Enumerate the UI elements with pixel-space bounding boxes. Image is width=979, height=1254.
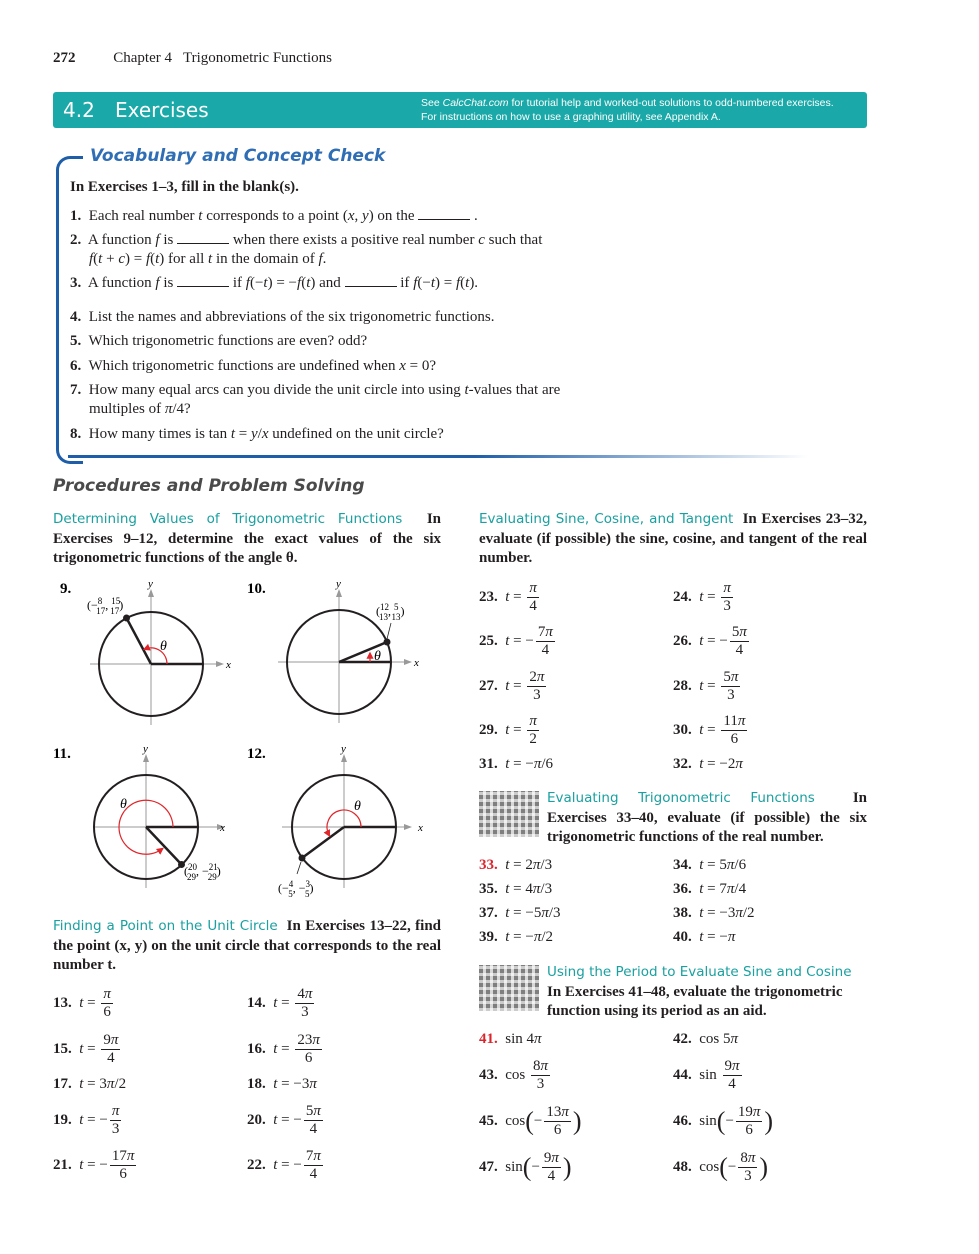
- exercise-expression: sin: [505, 1158, 523, 1175]
- exercise-number: 27.: [479, 677, 498, 694]
- exercise-expression: t =: [273, 1040, 294, 1057]
- exercise-item: [247, 1076, 317, 1093]
- svg-text:(−45, −35): (−$^4$ 5, −$^3$ 5): [278, 879, 314, 899]
- exercise-item: [479, 669, 548, 704]
- exercise-number: 18.: [247, 1076, 266, 1092]
- fraction: $\frac{4\pi}{3}$: [297, 986, 313, 1020]
- exercise-item: [673, 905, 755, 922]
- exercise-item: [673, 1058, 744, 1093]
- fraction: $\frac{11\pi}{6}$: [723, 713, 746, 747]
- exercise-number: 35.: [479, 881, 498, 897]
- exercise-expression: t =: [505, 721, 526, 738]
- exercise-expression: t = −: [699, 632, 728, 649]
- exercise-number: 33.: [479, 857, 498, 873]
- figure-10: [247, 578, 419, 723]
- vocab-bottom-rule: [68, 455, 808, 458]
- exercise-expression: t = −5π/3: [505, 905, 561, 921]
- section-header-bar: [53, 92, 867, 128]
- vocab-title: Vocabulary and Concept Check: [90, 146, 386, 166]
- vocab-item-1: 1. Each real number t corresponds to a point (x, y) on the .: [70, 208, 478, 224]
- exercise-expression: cos 5π: [699, 1031, 739, 1047]
- exercise-item: [247, 1032, 324, 1067]
- fraction: $\frac{7\pi}{4}$: [305, 1148, 321, 1182]
- exercise-item: [673, 857, 746, 874]
- calcchat-link[interactable]: CalcChat.com: [442, 97, 509, 109]
- fraction: $\frac{\pi}{3}$: [723, 580, 731, 614]
- exercise-number: 47.: [479, 1158, 498, 1175]
- vocab-item-2: 2. A function f is when there exists a positive real number c such that f(t + c) = f(t) for all t in the domain of f.: [70, 232, 543, 267]
- exercise-item: [53, 1148, 138, 1183]
- exercise-expression: t = 2π/3: [505, 857, 553, 873]
- vocab-item-6: 6. Which trigonometric functions are undefined when x = 0?: [70, 358, 437, 374]
- exercise-number: 38.: [673, 905, 692, 921]
- exercise-number: 28.: [673, 677, 692, 694]
- fraction: $\frac{5\pi}{4}$: [731, 624, 747, 658]
- exercise-item: [53, 986, 115, 1021]
- exercise-expression: cos: [699, 1158, 720, 1175]
- exercise-number: 43.: [479, 1066, 498, 1083]
- exercise-expression: t = −: [505, 632, 534, 649]
- note-text: See: [421, 97, 443, 109]
- svg-text:y: y: [341, 743, 346, 755]
- exercise-number: 37.: [479, 905, 498, 921]
- exercise-expression: t = −π/2: [505, 929, 554, 945]
- theta-label: θ: [160, 639, 167, 654]
- exercise-number: 36.: [673, 881, 692, 897]
- figure-number: 10.: [247, 581, 266, 597]
- exercise-item: [479, 580, 541, 615]
- fraction: $\frac{9\pi}{4}$: [543, 1150, 559, 1184]
- exercise-number: 31.: [479, 756, 498, 772]
- vocab-item-8: 8. How many times is tan t = y/x undefined on the unit circle?: [70, 426, 444, 442]
- exercise-item: [247, 986, 316, 1021]
- y-axis-label: y: [148, 578, 153, 590]
- vocab-item-5: 5. Which trigonometric functions are even? odd?: [70, 333, 368, 349]
- exercise-expression: t =: [79, 994, 100, 1011]
- svg-text:12.: 12.: [247, 746, 266, 762]
- svg-text:y: y: [143, 743, 148, 755]
- exercise-number: 29.: [479, 721, 498, 738]
- exercise-number: 41.: [479, 1031, 498, 1047]
- svg-text:x: x: [414, 657, 419, 669]
- exercise-expression: t = −: [79, 1156, 108, 1173]
- x-axis-label: x: [226, 659, 231, 671]
- exercise-number: 39.: [479, 929, 498, 945]
- note-text: for tutorial help and worked-out solutions to odd-numbered exercises.: [508, 97, 834, 109]
- exercise-item: [53, 1103, 123, 1138]
- exercise-number: 32.: [673, 756, 692, 772]
- exercise-item: [247, 1103, 325, 1138]
- exercise-item: [479, 624, 557, 659]
- exercise-item: [479, 713, 541, 748]
- exercise-expression: t =: [505, 677, 526, 694]
- fraction: $\frac{17\pi}{6}$: [111, 1148, 135, 1182]
- section-note: [421, 96, 861, 124]
- figure-12: [247, 743, 423, 899]
- exercise-expression: t =: [505, 588, 526, 605]
- exercise-item: [673, 929, 735, 946]
- exercise-expression: t = 7π/4: [699, 881, 747, 897]
- exercise-item: [53, 1076, 126, 1093]
- exercise-item: 46. sin(− $\frac{19\pi}{6}$ ): [673, 1104, 774, 1138]
- exercise-item: [673, 881, 746, 898]
- group-41-48-heading: Using the Period to Evaluate Sine and Cosine In Exercises 41–48, evaluate the trigonometric function using its period as an aid.: [547, 964, 852, 1019]
- exercise-number: 48.: [673, 1158, 692, 1175]
- exercise-expression: t = 5π/6: [699, 857, 747, 873]
- exercise-expression: t = 4π/3: [505, 881, 553, 897]
- exercise-number: 45.: [479, 1112, 498, 1129]
- exercise-expression: t =: [699, 588, 720, 605]
- exercise-expression: t = −: [273, 1111, 302, 1128]
- exercise-item: 47. sin(− $\frac{9\pi}{4}$ ): [479, 1150, 572, 1184]
- exercise-item: [673, 669, 742, 704]
- exercise-expression: sin 4π: [505, 1031, 542, 1047]
- exercise-item: [479, 1058, 552, 1093]
- group-13-22-heading: Finding a Point on the Unit Circle In Exercises 13–22, find the point (x, y) on the unit circle that corresponds to the real number t.: [53, 918, 442, 973]
- fraction: $\frac{19\pi}{6}$: [737, 1104, 761, 1138]
- exercise-expression: cos: [505, 1066, 529, 1083]
- exercise-item: [673, 713, 749, 748]
- group-33-40-heading: Evaluating Trigonometric Functions In Exercises 33–40, evaluate (if possible) the six trigonometric functions of the real number.: [547, 790, 868, 845]
- svg-text:11.: 11.: [53, 746, 71, 762]
- exercise-number: 25.: [479, 632, 498, 649]
- fraction: $\frac{\pi}{2}$: [529, 713, 537, 747]
- fraction: $\frac{5\pi}{4}$: [305, 1103, 321, 1137]
- fraction: $\frac{5\pi}{3}$: [723, 669, 739, 703]
- exercise-expression: t = −3π/2: [699, 905, 755, 921]
- exercise-number: 24.: [673, 588, 692, 605]
- exercise-number: 40.: [673, 929, 692, 945]
- exercise-number: 34.: [673, 857, 692, 873]
- exercise-item: [479, 1031, 542, 1048]
- exercise-item: [53, 1032, 122, 1067]
- svg-text:(2029, −2129): ($^{20}$ 29, −$^{21}$ 29): [184, 862, 221, 882]
- svg-text:y: y: [336, 578, 341, 590]
- exercise-number: 23.: [479, 588, 498, 605]
- fraction: $\frac{8\pi}{3}$: [740, 1150, 756, 1184]
- exercise-item: [673, 756, 743, 773]
- exercise-item: [673, 580, 735, 615]
- exercise-number: 16.: [247, 1040, 266, 1057]
- exercise-number: 21.: [53, 1156, 72, 1173]
- exercise-number: 13.: [53, 994, 72, 1011]
- vocab-item-3: 3. A function f is if f(−t) = −f(t) and if f(−t) = f(t).: [70, 275, 479, 291]
- qr-code-icon[interactable]: [479, 791, 539, 837]
- fraction: $\frac{7\pi}{4}$: [537, 624, 553, 658]
- exercise-expression: t = 3π/2: [79, 1076, 127, 1092]
- exercise-item: [479, 857, 552, 874]
- figure-number: 9.: [60, 581, 72, 597]
- exercise-expression: t = −: [273, 1156, 302, 1173]
- figure-9: [60, 578, 231, 725]
- svg-text:θ: θ: [374, 649, 381, 664]
- note-text-line2: For instructions on how to use a graphing utility, see Appendix A.: [421, 111, 721, 123]
- section-title: Exercises: [115, 98, 209, 122]
- svg-text:x: x: [418, 822, 423, 834]
- exercise-expression: t = −π: [699, 929, 736, 945]
- exercise-expression: t = −π/6: [505, 756, 554, 772]
- running-head: [53, 50, 332, 67]
- fraction: $\frac{9\pi}{4}$: [103, 1032, 119, 1066]
- chapter-title: Chapter 4 Trigonometric Functions: [113, 50, 332, 66]
- exercise-number: 30.: [673, 721, 692, 738]
- fraction: $\frac{23\pi}{6}$: [297, 1032, 320, 1066]
- exercise-item: [247, 1148, 325, 1183]
- svg-text:θ: θ: [354, 799, 361, 814]
- point-marker: [123, 615, 130, 622]
- exercise-number: 44.: [673, 1066, 692, 1083]
- vocab-item-7: 7. How many equal arcs can you divide the unit circle into using t-values that are multiples of π/4?: [70, 382, 561, 417]
- procedures-title: Procedures and Problem Solving: [53, 476, 365, 496]
- point-label: (−$^8$ 17, $^{15}$ 17): [87, 596, 124, 616]
- exercise-number: 15.: [53, 1040, 72, 1057]
- exercise-expression: t =: [699, 677, 720, 694]
- terminal-side: [127, 618, 152, 664]
- vocab-instruction: In Exercises 1–3, fill in the blank(s).: [70, 179, 299, 195]
- exercise-number: 14.: [247, 994, 266, 1011]
- exercise-expression: cos: [505, 1112, 526, 1129]
- exercise-expression: t = −: [79, 1111, 108, 1128]
- fraction: $\frac{13\pi}{6}$: [546, 1104, 569, 1138]
- fraction: $\frac{8\pi}{3}$: [533, 1058, 549, 1092]
- exercise-expression: t =: [79, 1040, 100, 1057]
- exercise-item: [479, 756, 553, 773]
- fraction: $\frac{9\pi}{4}$: [724, 1058, 740, 1092]
- exercise-item: 45. cos(− $\frac{13\pi}{6}$ ): [479, 1104, 582, 1138]
- exercise-number: 19.: [53, 1111, 72, 1128]
- exercise-number: 17.: [53, 1076, 72, 1092]
- svg-text:(1213, 513): ($^{12}$ 13, $^5$ 13): [376, 602, 405, 622]
- exercise-number: 26.: [673, 632, 692, 649]
- svg-text:θ: θ: [120, 797, 127, 812]
- qr-code-icon[interactable]: [479, 965, 539, 1011]
- exercise-item: [479, 881, 552, 898]
- fraction: $\frac{\pi}{6}$: [103, 986, 111, 1020]
- exercise-number: 42.: [673, 1031, 692, 1047]
- exercise-item: [673, 624, 751, 659]
- exercise-expression: t =: [699, 721, 720, 738]
- page-number: 272: [53, 50, 76, 66]
- exercise-number: 46.: [673, 1112, 692, 1129]
- exercise-expression: t =: [273, 994, 294, 1011]
- exercise-expression: sin: [699, 1066, 721, 1083]
- exercise-expression: t = −3π: [273, 1076, 317, 1092]
- unit-circle-figures: [50, 575, 450, 905]
- exercise-item: [479, 905, 561, 922]
- exercise-number: 22.: [247, 1156, 266, 1173]
- exercise-item: [479, 929, 553, 946]
- exercise-expression: t = −2π: [699, 756, 743, 772]
- exercise-item: 48. cos(− $\frac{8\pi}{3}$ ): [673, 1150, 769, 1184]
- vocab-item-4: 4. List the names and abbreviations of the six trigonometric functions.: [70, 309, 495, 325]
- section-number: 4.2: [63, 98, 95, 122]
- group-9-12-heading: Determining Values of Trigonometric Functions In Exercises 9–12, determine the exact values of the six trigonometric functions of the angle θ.: [53, 511, 441, 566]
- fraction: $\frac{\pi}{3}$: [111, 1103, 120, 1137]
- exercise-expression: sin: [699, 1112, 717, 1129]
- fraction: $\frac{2\pi}{3}$: [529, 669, 545, 703]
- group-23-32-heading: Evaluating Sine, Cosine, and Tangent In Exercises 23–32, evaluate (if possible) the sine, cosine, and tangent of the real number.: [479, 511, 868, 566]
- svg-text:x: x: [220, 822, 225, 834]
- exercise-number: 20.: [247, 1111, 266, 1128]
- figure-11: [53, 743, 225, 888]
- exercise-item: [673, 1031, 738, 1048]
- fraction: $\frac{\pi}{4}$: [529, 580, 537, 614]
